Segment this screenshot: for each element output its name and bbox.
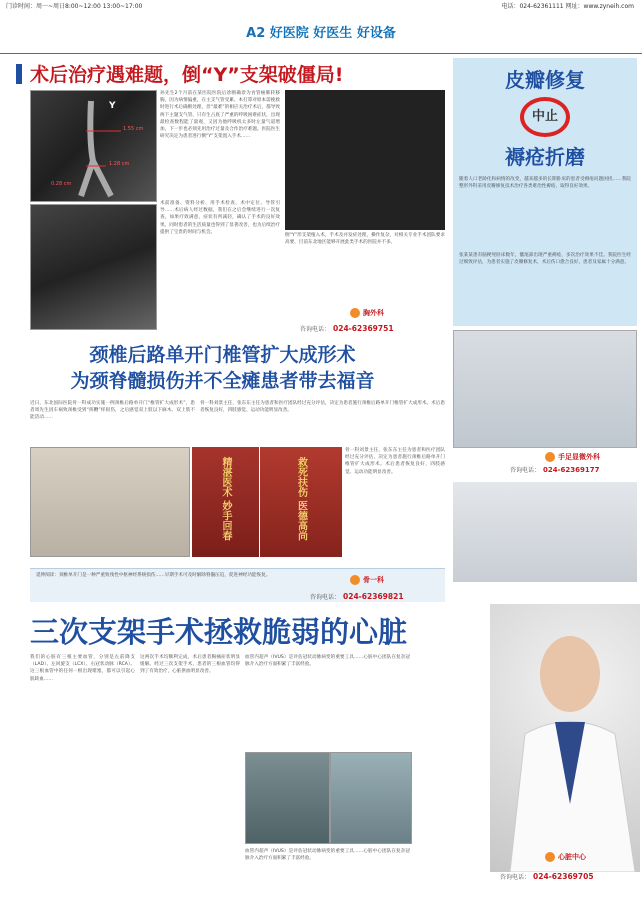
section-banner — [0, 14, 642, 54]
prohibit-stamp-icon: 中止 — [520, 97, 570, 137]
article1-body: 孙先生2个月前在某医院医院后诊断确诊为食管癌肺转移胸，因为病情偏重，在主支气管受累、本打算对原本需挽救时进行术后确断处理，但“最难”的相应关治疗术后，都导致两下主题支气管、只有生占底了严重的呼吸困难症状，出现最检查数程能了量观，又因为他呼吸机太多时左量气道增加，下一步也必须先用治疗过量及合作治疗难题。医院医生研究决定为患者进行倒“Y”支架置入手术…… — [160, 91, 280, 140]
measure-label: 1.28 cm — [109, 161, 130, 167]
sidebar-body: 随着人口老龄化和病情的改变，越来越多的长期卧床的患者受褥疮问题困扰……我院整形外科采用皮瓣修复技术治疗各类难治性褥疮，取得良好效果。 — [459, 177, 631, 190]
article3-body-2: 这两次手术均顺利完成，术后患者胸痛症状明显缓解。经过三次支架手术，患者的三根血管均得到了有效治疗，心脏供血明显改善。 — [140, 655, 240, 675]
article3-title: 三次支架手术拯救脆弱的心脏 — [30, 615, 408, 649]
article3-body-4: 血管内超声（IVUS）是评估冠状动脉病变的重要工具……心脏中心团队在复杂冠脉介入治疗方面积累了丰富经验。 — [245, 849, 410, 862]
clinic-hours: 门诊时间：周一~周日8:00~12:00 13:00~17:00 — [6, 3, 143, 10]
stent-label: Y — [109, 101, 116, 111]
silk-banner-2: 救死扶伤 医德高尚 — [260, 447, 342, 557]
page-number: A2 — [246, 26, 266, 41]
patient-photo — [30, 447, 190, 557]
article2-body-3: 骨一科刘景主任，张东东主任为患者和医疗团队经过充分评估，决定为患者施行颈椎后路单开门椎管扩大成形术。术后患者恢复良好，四肢感觉、运动功能明显改善。 — [345, 448, 445, 475]
article3-phone: 咨询电话： 024-62369705 — [500, 872, 594, 881]
title-accent-bar — [16, 64, 22, 84]
surgery-photo-1 — [245, 752, 330, 844]
doctor-figure — [490, 604, 640, 872]
section-slogan: 好医院 好医生 好设备 — [269, 26, 396, 41]
doctor-team-photo — [453, 330, 637, 448]
article2-body-2: 骨一科刘景主任，张东东主任为患者和医疗团队经过充分评估，决定为患者施行颈椎后路单开门椎管扩大成形术。术后患者恢复良好，四肢感觉、运动功能明显改善。 — [200, 401, 445, 414]
article3-body-3: 血管内超声（IVUS）是评估冠状动脉病变的重要工具……心脏中心团队在复杂冠脉介入治疗方面积累了丰富经验。 — [245, 655, 410, 668]
sidebar-title-2: 褥疮折磨 — [505, 145, 585, 169]
silk-banner-1: 精湛医术 妙手回春 — [192, 447, 259, 557]
article2-title: 颈椎后路单开门椎管扩大成形术 为颈脊髓损伤并不全瘫患者带去福音 — [70, 344, 375, 392]
sidebar-phone: 咨询电话： 024-62369177 — [510, 466, 600, 474]
hospital-icon — [350, 575, 360, 585]
sidebar-dept: 手足显微外科 — [545, 452, 600, 462]
ct-scan-drawing — [31, 91, 157, 202]
sidebar-panel — [453, 58, 637, 326]
article2-dept: 骨一科 — [350, 575, 384, 585]
measure-label: 0.28 cm — [51, 181, 72, 187]
measure-label: 1.55 cm — [123, 126, 144, 132]
hospital-icon — [545, 452, 555, 462]
contact-info: 电话：024-62361111 网址：www.zyneih.com — [501, 3, 634, 10]
article2-body: 近日，东北国际医院骨一科成功实施一例颈椎后路单开门“椎管扩大成形术”，患者周先生因车祸致颈椎受到“挥鞭”样损伤，之后感觉双上肢以下麻木、双上肢不能活动…… — [30, 401, 195, 421]
sidebar-title-1: 皮瓣修复 — [505, 68, 585, 92]
article1-title: 术后治疗遇难题，倒“Y”支架破僵局! — [30, 60, 390, 88]
article3-dept: 心脏中心 — [545, 852, 586, 862]
extended-reading-box: 延伸阅读：颈椎单开门是一种严重致残性中枢神经系统损伤……早期手术可及时解除脊髓压迫，促进神经功能恢复。 — [30, 568, 445, 602]
group-photo — [453, 482, 637, 582]
article1-dept: 胸外科 — [350, 308, 384, 318]
heart-icon — [545, 852, 555, 862]
page-header — [0, 0, 642, 14]
surgery-photo-2 — [330, 752, 412, 844]
article1-phone: 咨询电话： 024-62369751 — [300, 324, 394, 333]
article3-body: 我们的心脏有三根主要血管，分别是左前降支（LAD）、左回旋支（LCX）、右冠状动脉（RCA）。这三根血管中的任何一根出现堵塞，都可以引起心肌缺血…… — [30, 655, 135, 682]
doctor-portrait — [490, 604, 640, 872]
hospital-icon — [350, 308, 360, 318]
sidebar-body-2: 张某某患有脑梗死卧床数年，骶尾部出现严重褥疮，多次治疗效果不佳。我院医生经过细致评估，为患者实施了皮瓣修复术，术后伤口愈合良好，患者及家属十分满意。 — [459, 253, 631, 266]
scan-image — [285, 90, 445, 230]
endoscopy-image — [30, 204, 157, 330]
article2-phone: 咨询电话： 024-62369821 — [310, 592, 404, 601]
ct-scan-image — [30, 90, 157, 202]
article1-body-2: 术前准备、资料分析、用手术检查、术中定位、导管引导……术后病人经过数据，我们在之后会继续进行一次复查，如果疗效满意，症状有所减轻，确认了手术的良好效果。同时患者的生活质量也得到了显著改善，也为后续治疗提供了宝贵的时间与机会。 — [160, 201, 280, 235]
article1-body-3: 倒“Y”形支架植入术，手术及并发症处理，操作复杂，对相关专业手术团队要求高要，目前东北地区能够开展此类手术的医院并不多。 — [285, 233, 445, 246]
